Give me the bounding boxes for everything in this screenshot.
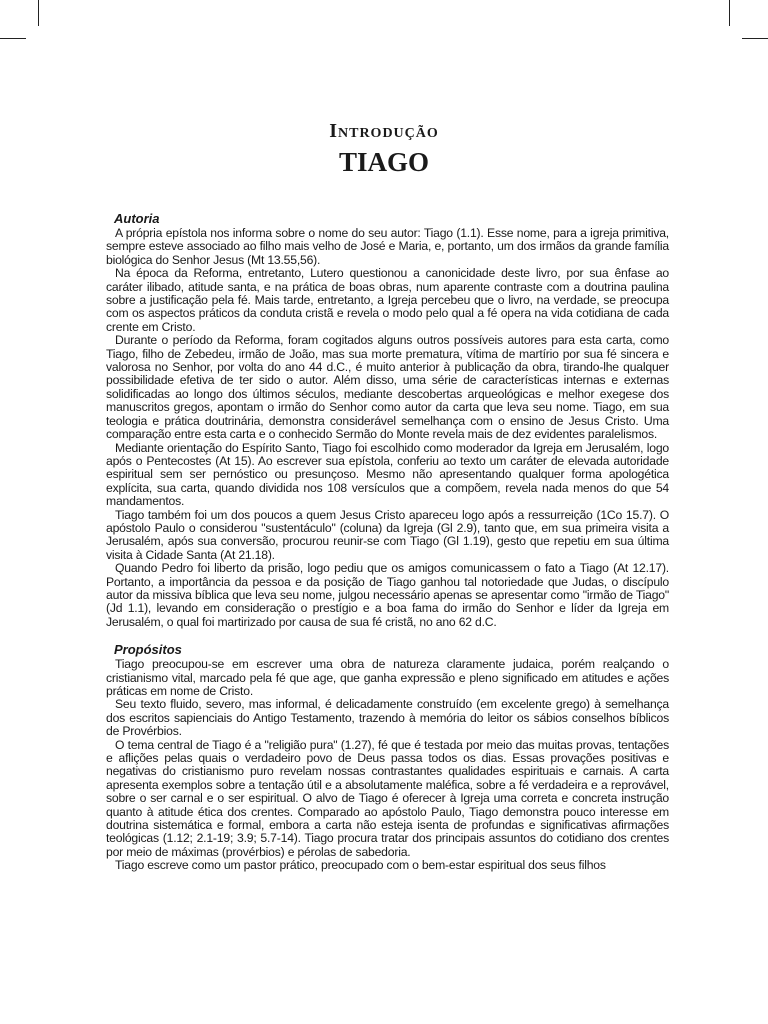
- crop-mark-top-left-horizontal: [0, 38, 26, 39]
- paragraph: Tiago escreve como um pastor prático, preocupado com o bem-estar espiritual dos seus filhos: [115, 858, 606, 873]
- section-autoria: [106, 211, 669, 629]
- page-header: [0, 118, 768, 178]
- paragraph: Quando Pedro foi liberto da prisão, logo pediu que os amigos comunicassem o fato a Tiago (At 12.17). Portanto, a importância da pessoa e da posição de Tiago ganhou tal notoriedade que Judas, o discípulo autor da missiva bíblica que leva seu nome, julgou necessário apenas se apresentar como "irmão de Tiago" (Jd 1.1), levando em consideração o prestígio e a boa fama do irmão do Senhor e líder da Igreja em Jerusalém, o qual foi martirizado por causa de sua fé cristã, no ano 62 d.C.: [106, 561, 669, 629]
- section-heading: Propósitos: [114, 642, 182, 658]
- section-propositos: [106, 642, 669, 873]
- paragraph: Tiago também foi um dos poucos a quem Jesus Cristo apareceu logo após a ressurreição (1Co 15.7). O apóstolo Paulo o considerou "sustentáculo" (coluna) da Igreja (Gl 2.9), tanto que, em sua primeira visita a Jerusalém, após sua conversão, procurou reunir-se com Tiago (Gl 1.19), gesto que repetiu em sua última visita à Cidade Santa (At 21.18).: [106, 507, 669, 562]
- intro-title: Introdução: [329, 120, 439, 142]
- book-title: TIAGO: [338, 147, 430, 177]
- paragraph: Durante o período da Reforma, foram cogitados alguns outros possíveis autores para esta carta, como Tiago, filho de Zebedeu, irmão de João, mas sua morte prematura, vítima de martírio por sua fé sincera e valorosa no Senhor, por volta do ano 44 d.C., é muito anterior à publicação da obra, tirando-lhe qualquer possibilidade efetiva de ter sido o autor. Além disso, uma série de características internas e externas solidificadas ao longo dos últimos séculos, mediante descobertas arqueológicas e melhor exegese dos manuscritos gregos, apontam o irmão do Senhor como autor da carta que leva seu nome. Tiago, em sua teologia e prática doutrinária, demonstra considerável semelhança com o ensino de Jesus Cristo. Uma comparação entre esta carta e o conhecido Sermão do Monte revela mais de dez evidentes paralelismos.: [106, 333, 669, 442]
- crop-mark-top-left-vertical: [38, 0, 39, 26]
- paragraph: O tema central de Tiago é a "religião pura" (1.27), fé que é testada por meio das muitas provas, tentações e aflições pelas quais o verdadeiro povo de Deus passa todos os dias. Essas provações positivas e negativas do cristianismo puro revelam nossas contrastantes qualidades espirituais e carnais. A carta apresenta exemplos sobre a tentação útil e a absolutamente maléfica, sobre a fé verdadeira e a reprovável, sobre o ser carnal e o ser espiritual. O alvo de Tiago é oferecer à Igreja uma correta e concreta instrução quanto à atitude ética dos crentes. Comparado ao apóstolo Paulo, Tiago demonstra pouco interesse em doutrina sistemática e formal, embora a carta não esteja isenta de profundas e significativas afirmações teológicas (1.12; 2.1-19; 3.9; 5.7-14). Tiago procura tratar dos principais assuntos do cotidiano dos crentes por meio de máximas (provérbios) e pérolas de sabedoria.: [106, 737, 669, 859]
- section-heading: Autoria: [114, 211, 160, 226]
- paragraph: Mediante orientação do Espírito Santo, Tiago foi escolhido como moderador da Igreja em Jerusalém, logo após o Pentecostes (At 15). Ao escrever sua epístola, conferiu ao texto um caráter de elevada autoridade espiritual sem ser pernóstico ou presunçoso. Mesmo não apresentando qualquer forma apologética explícita, sua carta, quando dividida nos 108 versículos que a compõem, revela nada menos do que 54 mandamentos.: [106, 440, 669, 509]
- paragraph: A própria epístola nos informa sobre o nome do seu autor: Tiago (1.1). Esse nome, para a igreja primitiva, sempre esteve associado ao filho mais velho de José e Maria, e, portanto, um dos irmãos da grande família biológica do Senhor Jesus (Mt 13.55,56).: [106, 226, 669, 267]
- crop-mark-top-right-vertical: [729, 0, 730, 26]
- paragraph: Na época da Reforma, entretanto, Lutero questionou a canonicidade deste livro, por sua ênfase ao caráter ilibado, atitude santa, e na prática de boas obras, num aparente contraste com a doutrina paulina sobre a justificação pela fé. Mais tarde, entretanto, a Igreja percebeu que o livro, na verdade, se preocupa com os aspectos práticos da conduta cristã e revela o modo pelo qual a fé opera na vida cotidiana de cada crente em Cristo.: [106, 266, 669, 334]
- page-body: [106, 211, 669, 873]
- crop-mark-top-right-horizontal: [742, 38, 768, 39]
- paragraph: Tiago preocupou-se em escrever uma obra de natureza claramente judaica, porém realçando o cristianismo vital, marcado pela fé que age, que ganha expressão e pleno significado em atitudes e ações práticas em nome de Cristo.: [106, 657, 669, 698]
- paragraph: Seu texto fluido, severo, mas informal, é delicadamente construído (em excelente grego) à semelhança dos escritos sapienciais do Antigo Testamento, trazendo à memória do leitor os sábios conselhos bíblicos de Provérbios.: [106, 697, 669, 739]
